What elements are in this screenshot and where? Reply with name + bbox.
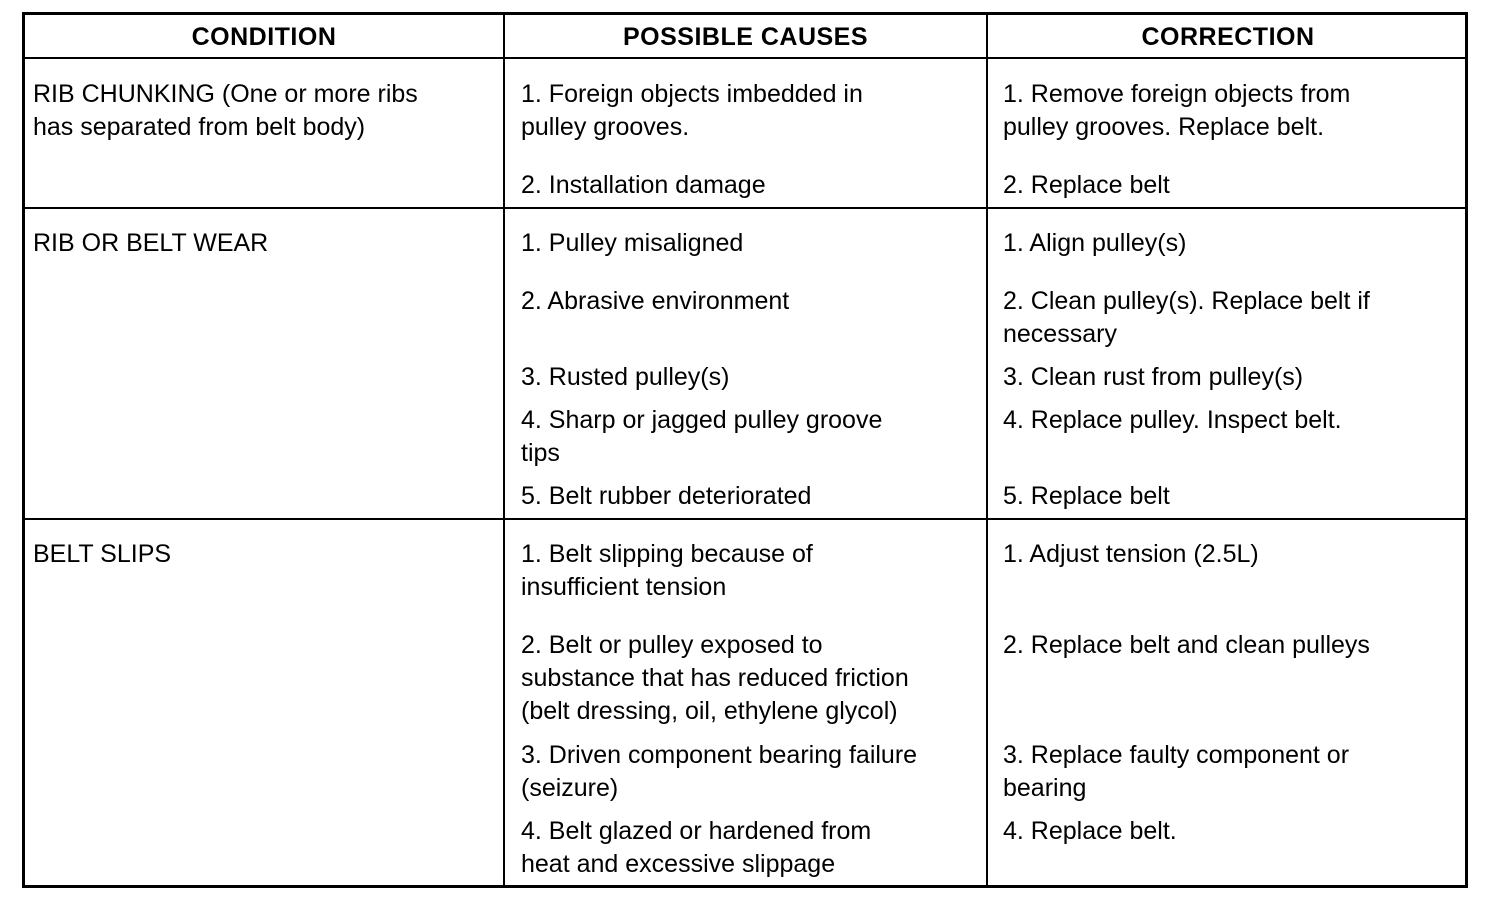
cause-item: [521, 480, 811, 513]
correction-line: 5. Replace belt: [1003, 482, 1170, 510]
cause-item: [521, 815, 871, 881]
cause-line: tips: [521, 439, 560, 467]
cause-line: 1. Pulley misaligned: [521, 229, 744, 257]
cause-line: heat and excessive slippage: [521, 850, 836, 878]
row-divider: [25, 518, 1465, 520]
cause-line: 4. Sharp or jagged pulley groove: [521, 406, 883, 434]
cause-line: 1. Foreign objects imbedded in: [521, 80, 863, 108]
correction-line: bearing: [1003, 774, 1087, 802]
cause-item: [521, 78, 863, 144]
correction-line: 2. Clean pulley(s). Replace belt if: [1003, 287, 1370, 315]
correction-line: 4. Replace belt.: [1003, 817, 1177, 845]
cause-item: [521, 361, 729, 394]
correction-line: 2. Replace belt: [1003, 171, 1170, 199]
cause-line: 2. Installation damage: [521, 171, 766, 199]
correction-item: [1003, 227, 1186, 260]
cause-line: 5. Belt rubber deteriorated: [521, 482, 812, 510]
correction-line: 1. Remove foreign objects from: [1003, 80, 1351, 108]
cause-line: 1. Belt slipping because of: [521, 540, 813, 568]
correction-item: [1003, 285, 1370, 351]
correction-line: pulley grooves. Replace belt.: [1003, 113, 1325, 141]
condition-cell: [33, 227, 268, 260]
cause-line: (seizure): [521, 774, 619, 802]
condition-line: BELT SLIPS: [33, 540, 172, 568]
column-divider: [503, 15, 505, 885]
correction-item: [1003, 361, 1303, 394]
correction-item: [1003, 169, 1170, 202]
correction-line: necessary: [1003, 320, 1117, 348]
condition-cell: [33, 78, 418, 144]
correction-item: [1003, 629, 1370, 662]
condition-cell: [33, 538, 171, 571]
column-divider: [986, 15, 988, 885]
cause-line: 4. Belt glazed or hardened from: [521, 817, 872, 845]
cause-line: pulley grooves.: [521, 113, 690, 141]
correction-item: [1003, 404, 1342, 437]
cause-line: 3. Driven component bearing failure: [521, 741, 918, 769]
cause-line: 2. Belt or pulley exposed to: [521, 631, 823, 659]
condition-line: has separated from belt body): [33, 113, 366, 141]
cause-item: [521, 404, 882, 470]
cause-item: [521, 227, 743, 260]
header-correction: CORRECTION: [1141, 23, 1315, 51]
correction-item: [1003, 78, 1350, 144]
cause-item: [521, 169, 766, 202]
correction-item: [1003, 739, 1349, 805]
correction-item: [1003, 480, 1170, 513]
cause-line: 3. Rusted pulley(s): [521, 363, 730, 391]
correction-line: 2. Replace belt and clean pulleys: [1003, 631, 1370, 659]
correction-line: 1. Adjust tension (2.5L): [1003, 540, 1259, 568]
header-condition: CONDITION: [191, 23, 337, 51]
correction-item: [1003, 815, 1177, 848]
cause-line: insufficient tension: [521, 573, 727, 601]
correction-line: 1. Align pulley(s): [1003, 229, 1187, 257]
correction-line: 3. Replace faulty component or: [1003, 741, 1350, 769]
cause-line: 2. Abrasive environment: [521, 287, 790, 315]
cause-item: [521, 538, 813, 604]
correction-line: 4. Replace pulley. Inspect belt.: [1003, 406, 1342, 434]
header-possible-causes: POSSIBLE CAUSES: [622, 23, 869, 51]
condition-line: RIB OR BELT WEAR: [33, 229, 269, 257]
cause-item: [521, 739, 917, 805]
cause-line: (belt dressing, oil, ethylene glycol): [521, 697, 898, 725]
row-divider: [25, 207, 1465, 209]
troubleshooting-table: [22, 12, 1468, 888]
cause-item: [521, 629, 909, 728]
correction-line: 3. Clean rust from pulley(s): [1003, 363, 1304, 391]
cause-item: [521, 285, 789, 318]
condition-line: RIB CHUNKING (One or more ribs: [33, 80, 418, 108]
correction-item: [1003, 538, 1259, 571]
cause-line: substance that has reduced friction: [521, 664, 909, 692]
